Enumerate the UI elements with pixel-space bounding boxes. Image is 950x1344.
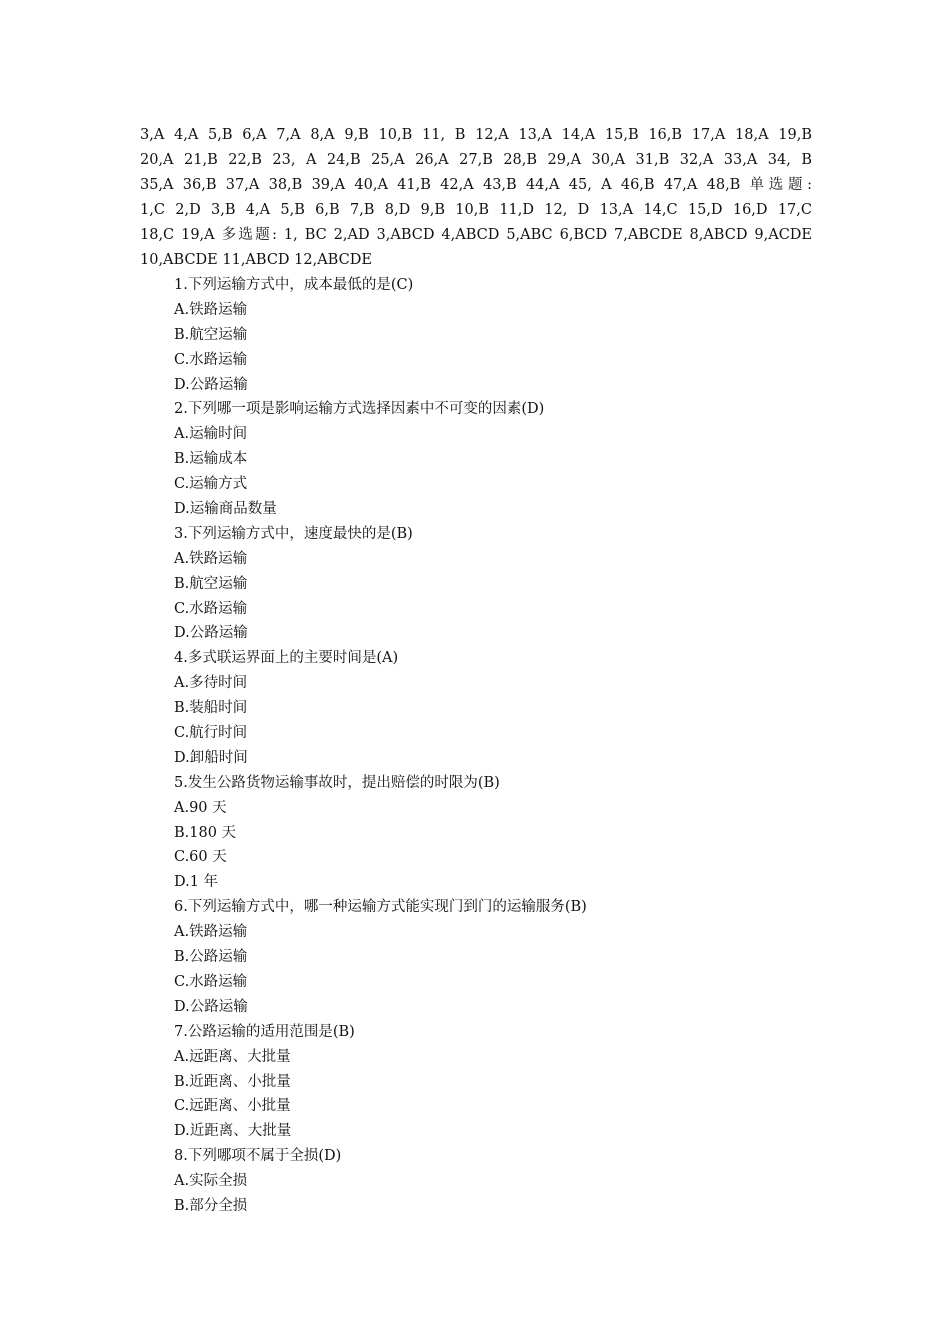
question-option: D.1 年 <box>174 874 219 891</box>
question-option: C.水路运输 <box>174 351 248 368</box>
question-stem: 2.下列哪一项是影响运输方式选择因素中不可变的因素(D) <box>174 401 545 418</box>
question-3 <box>174 522 814 646</box>
question-option: B.180 天 <box>174 824 237 841</box>
question-option: C.航行时间 <box>174 725 248 742</box>
question-option: D.公路运输 <box>174 998 248 1015</box>
answer-key-line: 10,ABCDE 11,ABCD 12,ABCDE <box>140 252 372 268</box>
question-option: B.航空运输 <box>174 326 248 343</box>
answer-key-line: 35,A 36,B 37,A 38,B 39,A 40,A 41,B 42,A 43,B 44,A 45, A 46,B 47,A 48,B 单选题: <box>140 177 812 193</box>
answer-key-line: 18,C 19,A 多选题: 1, BC 2,AD 3,ABCD 4,ABCD 5,ABC 6,BCD 7,ABCDE 8,ABCD 9,ACDE <box>140 227 812 243</box>
question-stem: 6.下列运输方式中，哪一种运输方式能实现门到门的运输服务(B) <box>174 899 587 916</box>
question-option: D.近距离、大批量 <box>174 1123 292 1140</box>
answer-key-line: 3,A 4,A 5,B 6,A 7,A 8,A 9,B 10,B 11, B 12,A 13,A 14,A 15,B 16,B 17,A 18,A 19,B <box>140 127 812 143</box>
answer-key-line: 20,A 21,B 22,B 23, A 24,B 25,A 26,A 27,B 28,B 29,A 30,A 31,B 32,A 33,A 34, B <box>140 152 812 168</box>
question-option: D.公路运输 <box>174 376 248 393</box>
question-6 <box>174 895 814 1019</box>
question-7 <box>174 1020 814 1144</box>
question-option: C.水路运输 <box>174 973 248 990</box>
question-4 <box>174 646 814 770</box>
question-option: C.水路运输 <box>174 600 248 617</box>
question-option: A.实际全损 <box>174 1173 248 1190</box>
question-8 <box>174 1144 814 1219</box>
question-option: A.铁路运输 <box>174 301 248 318</box>
question-option: B.近距离、小批量 <box>174 1073 291 1090</box>
question-stem: 8.下列哪项不属于全损(D) <box>174 1148 342 1165</box>
question-option: B.公路运输 <box>174 949 248 966</box>
question-option: C.60 天 <box>174 849 227 866</box>
question-option: A.90 天 <box>174 799 227 816</box>
question-option: A.远距离、大批量 <box>174 1048 291 1065</box>
question-option: A.铁路运输 <box>174 924 248 941</box>
question-1 <box>174 273 814 397</box>
question-option: C.远距离、小批量 <box>174 1098 291 1115</box>
question-2 <box>174 397 814 521</box>
question-stem: 3.下列运输方式中，速度最快的是(B) <box>174 525 413 542</box>
question-option: D.运输商品数量 <box>174 501 277 518</box>
question-option: B.运输成本 <box>174 451 248 468</box>
question-option: B.装船时间 <box>174 700 248 717</box>
answer-key-block <box>140 123 812 273</box>
question-option: B.部分全损 <box>174 1197 248 1214</box>
question-option: C.运输方式 <box>174 476 248 493</box>
question-5 <box>174 771 814 895</box>
question-option: B.航空运输 <box>174 575 248 592</box>
question-option: A.运输时间 <box>174 426 248 443</box>
question-option: A.铁路运输 <box>174 550 248 567</box>
question-stem: 5.发生公路货物运输事故时，提出赔偿的时限为(B) <box>174 774 500 791</box>
question-stem: 1.下列运输方式中，成本最低的是(C) <box>174 277 414 293</box>
question-stem: 7.公路运输的适用范围是(B) <box>174 1023 355 1040</box>
question-option: D.卸船时间 <box>174 749 248 766</box>
question-list <box>174 273 814 1219</box>
question-option: A.多待时间 <box>174 675 248 692</box>
question-option: D.公路运输 <box>174 625 248 642</box>
answer-key-line: 1,C 2,D 3,B 4,A 5,B 6,B 7,B 8,D 9,B 10,B 11,D 12, D 13,A 14,C 15,D 16,D 17,C <box>140 202 812 218</box>
question-stem: 4.多式联运界面上的主要时间是(A) <box>174 650 399 667</box>
